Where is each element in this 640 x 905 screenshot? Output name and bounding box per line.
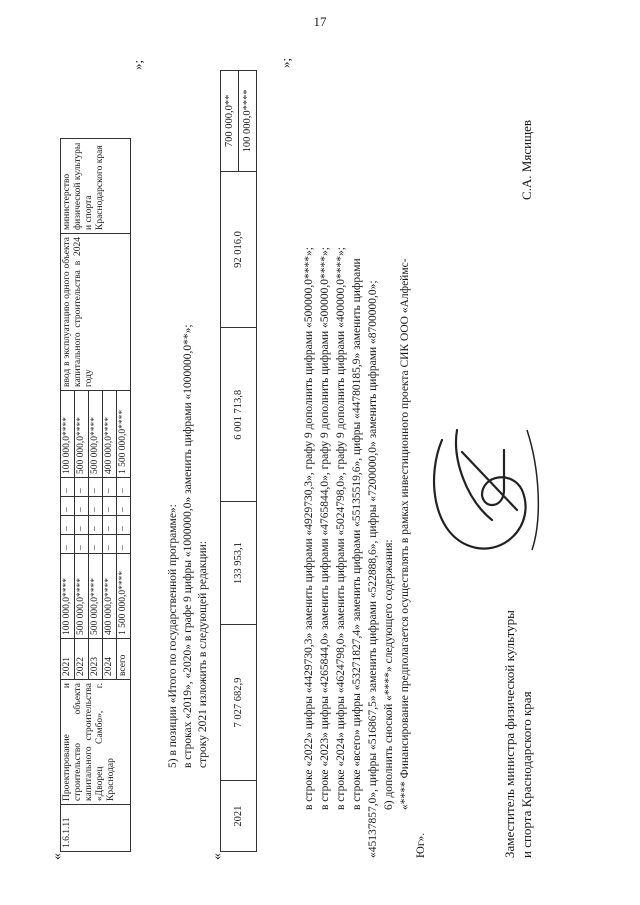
page-number: 17 [313,14,327,29]
paragraph-5b: строку 2021 изложить в следующей редакции: [197,540,209,768]
open-quote: « [50,853,65,860]
amend-line-5: «45137857,0», цифры «516867,5» заменить цифрами «522888,6», цифры «7200000,0» заменить цифрами «8700000,0»; [367,280,379,858]
row-code: 1.6.1.11 [61,805,131,852]
total-2021-table: 2021 7 027 682,9 133 953,1 6 001 713,8 92 016,0 700 000,0** 100 000,0**** [220,70,257,852]
program-table: 1.6.1.11 Проектирование и строительство объекта капитального строительства «Дворец Самбо», г. Краснодар 2021 100 000,0**** – – – – 100 000,0**** ввод в эксплуатацию одного объекта капитального строительства в 2024 году министерство физической культуры и спорта Краснодарского края 2022 500 000,0**** – – – – 500 000,0**** 2023 500 000,0**** – – – – 500 000,0**** 2024 400 000,0**** – – – – 400 000,0**** всего 1 500 000,0**** – – – – 1 500 000,0**** [60,138,131,852]
rotated-content [50,57,590,860]
object-name: Проектирование и строительство объекта капитального строительства «Дворец Самбо», г. Краснодар [61,680,131,805]
paragraph-5: 5) в позиции «Итого по государственной программе»: [167,504,179,768]
amend-line-3: в строке «2024» цифры «4624798,0» заменить цифрами «5024798,0», графу 9 дополнить цифрами «400000,0****»; [335,247,347,810]
executor-cell: министерство физической культуры и спорта Краснодарского края [61,139,131,234]
amend-line-2: в строке «2023» цифры «4265844,0» заменить цифрами «4765844,0», графу 9 дополнить цифрами «500000,0****»; [319,247,331,810]
amend-line-4: в строке «всего» цифры «53271827,4» заменить цифрами «55135519,6», цифры «44780185,9» заменить цифрами [351,258,363,810]
footnote-text-end: Юг». [415,832,427,858]
paragraph-5a: в строках «2019», «2020» в графе 9 цифры «1000000,0» заменить цифрами «1000000,0**»; [182,324,194,768]
signer-position-2: и спорта Краснодарского края [519,691,534,858]
result-cell: ввод в эксплуатацию одного объекта капитального строительства в 2024 году [61,234,131,391]
footnote-intro: 6) дополнить сноской «****» следующего содержания: [383,539,395,810]
open-quote-2: « [210,853,225,860]
footnote-text: «**** Финансирование предполагается осуществлять в рамках инвестиционного проекта СИК ООО «Алфеймс- [399,258,411,810]
year-cell: 2021 [61,639,75,680]
amend-line-1: в строке «2022» цифры «4429730,3» заменить цифрами «4929730,3», графу 9 дополнить цифрами «500000,0****»; [303,247,315,810]
close-semicolon-2: »; [278,57,293,68]
signer-name: С.А. Мясищев [519,120,534,200]
close-semicolon-1: »; [130,59,145,70]
total-cell: 100 000,0**** [61,554,75,639]
other-cell: 100 000,0**** [61,391,75,478]
signer-position-1: Заместитель министра физической культуры [502,610,517,858]
signature-image [422,420,552,570]
